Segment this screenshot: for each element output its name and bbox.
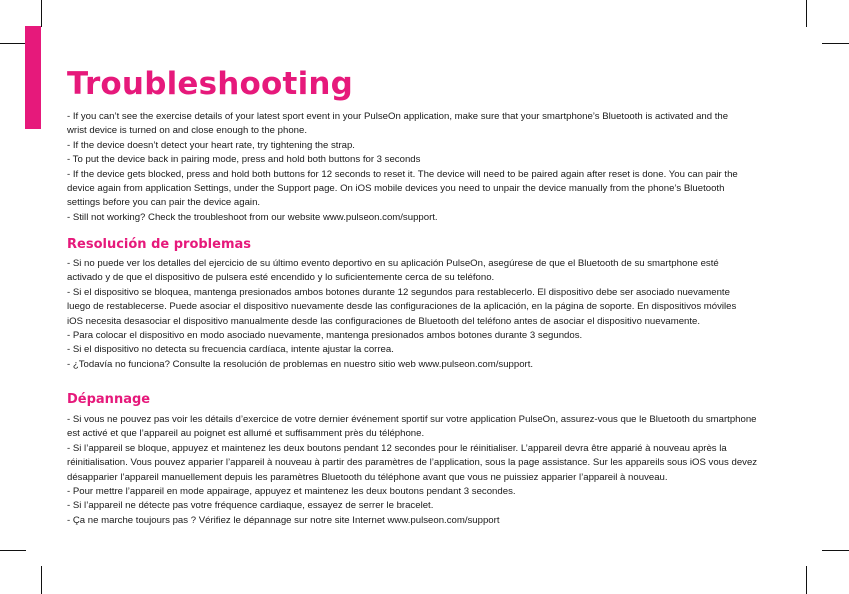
text-line: - If you can’t see the exercise details of your latest sport event in your PulseOn application, make sure that your smartphone’s Bluetooth is activated and the xyxy=(67,111,729,122)
text-line: wrist device is turned on and close enough to the phone. xyxy=(67,125,308,137)
text-line: - Si el dispositivo se bloquea, mantenga presionados ambos botones durante 12 segundos para restablecerlo. El dispositivo debe ser asociado nuevamente xyxy=(67,286,730,298)
text-line: désapparier l’appareil manuellement depuis les paramètres Bluetooth du téléphone avant que vous ne puissiez apparier l’appareil à nouveau. xyxy=(67,471,668,483)
text-line: device again from application Settings, under the Support page. On iOS mobile devices you need to unpair the device manually from the phone’s Bluetooth xyxy=(67,183,725,195)
crop-mark-bottom-right-h xyxy=(822,550,849,551)
text-line: réinitialisation. Vous pouvez apparier l’appareil à nouveau à partir des paramètres de l’application, sous la page assistance. Sur les appareils sous iOS vous devez xyxy=(67,457,758,469)
text-line: - Si l’appareil se bloque, appuyez et maintenez les deux boutons pendant 12 secondes pour le réinitialiser. L’appareil devra être apparié à nouveau après la xyxy=(67,442,727,454)
text-line: - To put the device back in pairing mode, press and hold both buttons for 3 seconds xyxy=(67,154,421,166)
text-line: - Si el dispositivo no detecta su frecuencia cardíaca, intente ajustar la correa. xyxy=(67,344,394,356)
text-line: - Si no puede ver los detalles del ejercicio de su último evento deportivo en su aplicación PulseOn, asegúrese de que el Bluetooth de su smartphone esté xyxy=(67,258,719,269)
accent-bar xyxy=(25,26,41,129)
text-line: settings before you can pair the device again. xyxy=(67,197,261,209)
section-french-body xyxy=(67,413,787,528)
crop-mark-bottom-left-v xyxy=(41,566,42,594)
crop-mark-bottom-left-h xyxy=(0,550,26,551)
section-english-body xyxy=(67,110,779,225)
section-spanish-body xyxy=(67,257,779,372)
text-line: - If the device gets blocked, press and hold both buttons for 12 seconds to reset it. The device will need to be paired again after reset is done. You can pair the xyxy=(67,168,738,180)
crop-mark-top-right-h xyxy=(822,43,849,44)
text-line: - If the device doesn’t detect your heart rate, try tightening the strap. xyxy=(67,139,355,151)
section-heading-spanish: Resolución de problemas xyxy=(67,237,252,252)
text-line: - Pour mettre l’appareil en mode appairage, appuyez et maintenez les deux boutons pendant 3 secondes. xyxy=(67,486,516,498)
crop-mark-top-left-v xyxy=(41,0,42,27)
text-line: - Para colocar el dispositivo en modo asociado nuevamente, mantenga presionados ambos botones durante 3 segundos. xyxy=(67,330,583,342)
text-line: est activé et que l’appareil au poignet est allumé et suffisamment près du téléphone. xyxy=(67,428,425,440)
text-line: - Si l’appareil ne détecte pas votre fréquence cardiaque, essayez de serrer le bracelet. xyxy=(67,500,434,512)
crop-mark-top-left-h xyxy=(0,43,26,44)
section-heading-french: Dépannage xyxy=(67,392,151,407)
crop-mark-top-right-v xyxy=(806,0,807,27)
page-title: Troubleshooting xyxy=(67,66,354,102)
text-line: - Ça ne marche toujours pas ? Vérifiez le dépannage sur notre site Internet www.pulseon.com/support xyxy=(67,514,500,526)
text-line: iOS necesita desasociar el dispositivo manualmente desde las configuraciones de Bluetooth del teléfono antes de asociar el dispositivo nuevamente. xyxy=(67,315,701,327)
text-line: luego de restablecerse. Puede asociar el dispositivo nuevamente desde las configuraciones de la aplicación, en la página de soporte. En dispositivos móviles xyxy=(67,301,737,313)
text-line: - ¿Todavía no funciona? Consulte la resolución de problemas en nuestro sitio web www.pulseon.com/support. xyxy=(67,358,534,370)
text-line: - Si vous ne pouvez pas voir les détails d’exercice de votre dernier événement sportif sur votre application PulseOn, assurez-vous que le Bluetooth du smartphone xyxy=(67,414,757,425)
text-line: activado y de que el dispositivo de pulsera esté encendido y lo suficientemente cerca de su teléfono. xyxy=(67,272,495,284)
crop-mark-bottom-right-v xyxy=(806,566,807,594)
text-line: - Still not working? Check the troubleshoot from our website www.pulseon.com/support. xyxy=(67,211,438,223)
